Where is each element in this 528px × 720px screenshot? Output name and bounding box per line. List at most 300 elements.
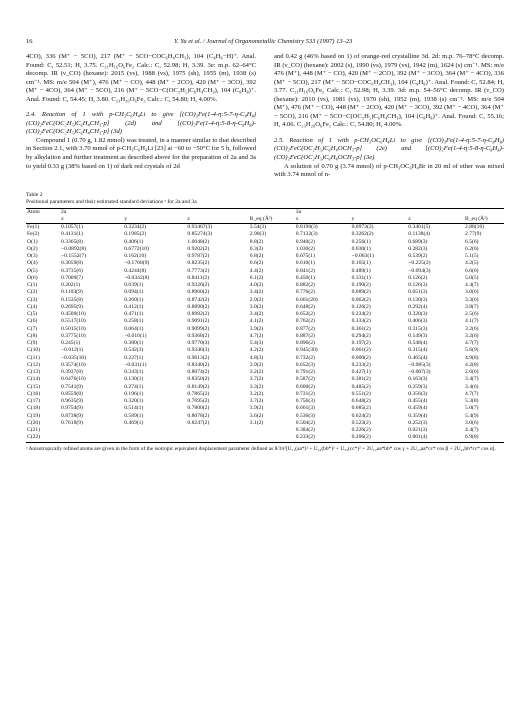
value-cell: 0.4131(1)	[61, 231, 83, 238]
value-cell: 0.4500(10)	[61, 311, 86, 318]
value-cell: 5.0(5)	[465, 274, 479, 281]
atom-cell: C(19)	[27, 412, 41, 419]
value-cell: 6.8(2)	[249, 253, 264, 260]
value-cell: 0.9635(9)	[61, 398, 83, 405]
section-heading: 2.5. Reaction of 1 with p-CH₃OC₆H₄Li to give [(CO)₃Fe(1-4-η:5-7-η-C₈H₈)(CO)₂FeC(OC₂H₅)C₆H₄OCH₃-p] (2e) and [(CO)₂Fe(1-4-η:5-8-η-C₈H₈)-(CO)₂FeC(OC₂H₅)C₆H₄OCH₃-p] (3e)	[274, 136, 504, 162]
value-cell: 0.93467(3)	[187, 224, 213, 231]
value-cell: 0.196(1)	[124, 390, 144, 397]
value-cell: 0.333(2)	[351, 318, 371, 325]
value-cell: 0.514(1)	[124, 405, 144, 412]
value-cell: 0.762(2)	[295, 318, 315, 325]
value-cell: 0.3234(2)	[124, 224, 147, 231]
value-cell: 4.4(2)	[249, 267, 264, 274]
value-cell: 0.7541(9)	[61, 383, 83, 390]
atom-cell: C(2)	[27, 289, 38, 296]
value-cell: 0.197(2)	[351, 340, 371, 347]
value-cell: −0.016(1)	[124, 332, 147, 339]
table-row	[26, 311, 504, 318]
value-cell: 0.3059(8)	[61, 260, 83, 267]
left-column	[26, 53, 256, 180]
table-row	[26, 391, 504, 398]
value-cell: 0.000(2)	[351, 354, 371, 361]
value-cell: 0.610(1)	[295, 260, 315, 267]
value-cell: 4.7(7)	[465, 340, 479, 347]
value-cell: −0.0892(8)	[61, 245, 87, 252]
value-cell: 3.0(2)	[249, 303, 264, 310]
table-row	[26, 413, 504, 420]
value-cell: 0.732(2)	[295, 354, 315, 361]
value-cell: 0.896(2)	[295, 340, 315, 347]
value-cell: 5.4(9)	[465, 412, 479, 419]
value-cell: 0.162(10)	[124, 253, 147, 260]
value-cell: 5.3(8)	[465, 398, 479, 405]
value-cell	[123, 427, 186, 434]
value-cell: 0.320(1)	[124, 398, 144, 405]
value-cell: 0.8078(2)	[187, 412, 210, 419]
value-cell: 4.2(2)	[249, 347, 264, 354]
value-cell: 0.6476(10)	[61, 376, 86, 383]
value-cell: 3.3(2)	[249, 383, 264, 390]
table-row	[26, 297, 504, 304]
value-cell: 0.126(2)	[408, 274, 428, 281]
value-cell: 0.256(1)	[351, 238, 371, 245]
value-cell: 0.9346(3)	[187, 347, 210, 354]
value-cell: 0.406(1)	[124, 238, 144, 245]
value-cell: 0.130(3)	[408, 296, 428, 303]
value-cell: 0.689(3)	[408, 238, 428, 245]
value-cell: 0.021(3)	[408, 427, 428, 434]
table-row	[26, 434, 504, 442]
value-cell: 0.8247(2)	[187, 419, 210, 426]
value-cell: 0.9770(3)	[187, 340, 210, 347]
atom-cell: C(20)	[27, 419, 41, 426]
value-cell: 0.589(1)	[124, 412, 144, 419]
positional-parameters-table	[26, 208, 504, 443]
value-cell: 6.6(6)	[465, 267, 479, 274]
table-row	[26, 333, 504, 340]
value-cell: 0.652(2)	[295, 311, 315, 318]
table-2	[26, 192, 504, 453]
value-cell: 3.4(7)	[465, 376, 479, 383]
value-cell: 0.8559(8)	[61, 390, 83, 397]
value-cell: 0.233(2)	[351, 361, 371, 368]
value-cell: 0.504(2)	[295, 419, 315, 426]
value-cell: 0.841(2)	[295, 267, 315, 274]
value-cell: −0.085(3)	[408, 361, 431, 368]
value-cell: 0.331(1)	[351, 274, 371, 281]
table-caption: Positional parameters and their estimated standard deviations ᵃ for 2a and 3a	[26, 198, 197, 205]
value-cell: 0.945(30)	[295, 347, 318, 354]
value-cell: 0.882(2)	[295, 282, 315, 289]
atom-cell: Fe(2)	[27, 231, 40, 238]
value-cell: −0.1552(7)	[61, 253, 87, 260]
value-cell: 0.539(2)	[408, 253, 428, 260]
value-cell: 4.1(7)	[465, 318, 479, 325]
value-cell: 3.4(6)	[465, 383, 479, 390]
value-cell: 0.245(1)	[61, 340, 81, 347]
value-cell: 0.489(1)	[351, 267, 371, 274]
value-cell: 4.8(3)	[249, 354, 264, 361]
value-cell	[249, 434, 295, 442]
table-row	[26, 239, 504, 246]
value-cell: 0.294(2)	[351, 332, 371, 339]
atom-cell: C(17)	[27, 398, 41, 405]
value-cell: 0.1057(1)	[61, 224, 83, 231]
value-cell: 0.226(2)	[351, 427, 371, 434]
value-cell: −0.1768(9)	[124, 260, 150, 267]
table-row	[26, 376, 504, 383]
value-cell: 0.258(1)	[124, 318, 144, 325]
table-row	[26, 231, 504, 238]
value-cell: 0.3574(10)	[61, 361, 86, 368]
value-cell: 4.2(5)	[465, 260, 479, 267]
value-cell: 0.8149(2)	[187, 383, 210, 390]
atom-cell: C(1)	[27, 282, 38, 289]
column-header-row	[26, 216, 504, 224]
value-cell: 3.8(7)	[465, 303, 479, 310]
table-row	[26, 282, 504, 289]
value-cell: 0.227(1)	[124, 354, 144, 361]
column-header: x	[295, 216, 351, 224]
table-row	[26, 253, 504, 260]
value-cell: 0.361(2)	[351, 325, 371, 332]
atom-cell: C(12)	[27, 361, 41, 368]
value-cell: 0.8982(2)	[187, 311, 210, 318]
value-cell: 3.0(6)	[465, 419, 479, 426]
value-cell: 1.0048(2)	[187, 238, 210, 245]
journal-citation: Y. Yu et al. / Journal of Organometallic Chemistry 533 (1997) 13–23	[174, 38, 353, 45]
atom-cell: Fe(1)	[27, 224, 40, 231]
table-row	[26, 318, 504, 325]
atom-cell: C(10)	[27, 347, 41, 354]
value-cell: 0.877(2)	[295, 325, 315, 332]
value-cell: 0.3365(8)	[61, 238, 83, 245]
value-cell: 1.030(2)	[295, 245, 315, 252]
value-cell: −0.063(1)	[351, 253, 374, 260]
value-cell: 0.1985(2)	[124, 231, 147, 238]
value-cell: 0.731(2)	[295, 390, 315, 397]
value-cell: 5.6(9)	[465, 347, 479, 354]
value-cell: 3.4(2)	[249, 311, 264, 318]
section-heading: 2.4. Reaction of 1 with p-CH₃C₆H₄Li to give [(CO)₃Fe(1-4-η:5-7-η-C₈H₈)(CO)₂FeC(OC₂H₅)C₆H₄CH₃-p] (2d) and [(CO)₂Fe(1-4-η:5-8-η-C₈H₈)-(CO)₂FeC(OC₂H₅)C₆H₄CH₃-p] (3d)	[26, 111, 256, 136]
value-cell: 0.051(3)	[408, 289, 428, 296]
atom-cell: C(9)	[27, 340, 38, 347]
value-cell: 6.5(6)	[465, 238, 479, 245]
right-column	[274, 53, 504, 180]
table-row	[26, 275, 504, 282]
atom-cell: O(3)	[27, 253, 38, 260]
value-cell: 3.9(2)	[249, 405, 264, 412]
value-cell: 0.206(2)	[351, 434, 408, 442]
value-cell: 0.412(1)	[124, 303, 144, 310]
value-cell: 0.776(2)	[295, 289, 315, 296]
table-row	[26, 427, 504, 434]
value-cell: 0.648(2)	[351, 398, 371, 405]
value-cell: 4.7(2)	[249, 332, 264, 339]
value-cell: 0.940(2)	[295, 238, 315, 245]
table-row	[26, 268, 504, 275]
table-row	[26, 347, 504, 354]
value-cell: 0.536(3)	[295, 412, 315, 419]
value-cell: 0.260(1)	[124, 296, 144, 303]
value-cell: 0.427(1)	[351, 369, 371, 376]
value-cell: 0.7773(2)	[187, 267, 210, 274]
value-cell: 0.600(2)	[295, 383, 315, 390]
value-cell: 0.523(2)	[351, 419, 371, 426]
value-cell: 0.652(3)	[295, 361, 315, 368]
value-cell: 0.064(1)	[124, 325, 144, 332]
value-cell: 0.675(1)	[295, 253, 315, 260]
value-cell: 3.2(2)	[249, 390, 264, 397]
value-cell: −0.031(1)	[124, 361, 147, 368]
table-row	[26, 355, 504, 362]
value-cell: 2.77(9)	[465, 231, 482, 238]
table-row	[26, 340, 504, 347]
value-cell: 3.0(6)	[465, 289, 479, 296]
value-cell: 0.485(2)	[351, 383, 371, 390]
value-cell: 0.9099(2)	[187, 325, 210, 332]
value-cell: 0.126(3)	[408, 282, 428, 289]
atom-cell: C(3)	[27, 296, 38, 303]
column-header: x	[60, 216, 123, 224]
value-cell: 6.9(8)	[464, 434, 504, 442]
value-cell: 2.88(10)	[465, 224, 485, 231]
column-header: y	[123, 216, 186, 224]
value-cell: 0.8340(2)	[187, 361, 210, 368]
value-cell: 0.887(2)	[295, 332, 315, 339]
value-cell: 0.587(2)	[295, 376, 315, 383]
value-cell: 0.3262(2)	[351, 231, 374, 238]
value-cell: 0.356(3)	[408, 390, 428, 397]
value-cell: 0.8738(9)	[61, 412, 83, 419]
value-cell: 3.54(3)	[249, 224, 267, 231]
value-cell: −0.007(3)	[408, 369, 431, 376]
value-cell: 0.471(1)	[124, 311, 144, 318]
value-cell: 0.062(2)	[351, 296, 371, 303]
value-cell: 0.8074(2)	[187, 369, 210, 376]
column-header: z	[407, 216, 464, 224]
value-cell: 0.8742(2)	[187, 296, 210, 303]
body-paragraph: and 0.42 g (46% based on 1) of orange-red crystalline 3d. 2d: m.p. 76–78°C decomp. IR (ν_CO) (hexane): 2002 (s), 1990 (vs), 1979 (vs), 1942 (m), 1624 (s) cm⁻¹. MS: m/e 476 (M⁺), 448 (M⁺ − CO), 420 (M⁺ − 2CO), 392 (M⁺ − 3CO), 364 (M⁺ − 4CO), 336 (M⁺ − 5CO), 217 (M⁺ − 5CO−COC₆H₄CH₃), 104 (C₈H₈)⁺. Anal. Found: C, 52.84; H, 3.77. C₂₁H₁₆O₆Fe₂ Calc.: C, 52.98; H, 3.39. 3d: m.p. 54–56°C decomp. IR (ν_CO) (hexane): 2010 (vs), 1981 (vs), 1970 (sh), 1952 (m), 1938 (s) cm⁻¹. MS: m/e 504 (M⁺), 476 (M⁺ − CO), 448 (M⁺ − 2CO), 420 (M⁺ − 3CO), 392 (M⁺ − 4CO), 364 (M⁺ − 5CO), 216 (M⁺ − 5CO−C(OC₂H₅)C₆H₄CH₃), 104 (C₈H₈)⁺. Anal. Found: C, 55.16; H, 4.06. C₂₃H₂₀O₆Fe₂ Calc.: C, 54.80; H, 4.00%.	[274, 53, 504, 129]
column-header: z	[186, 216, 248, 224]
value-cell: 0.315(4)	[408, 347, 428, 354]
value-cell: 0.165(1)	[351, 260, 371, 267]
value-cell: 6.3(2)	[249, 245, 264, 252]
atom-cell: C(6)	[27, 318, 38, 325]
value-cell: 4.2(8)	[465, 361, 479, 368]
value-cell: 3.2(6)	[465, 325, 479, 332]
value-cell: 0.5015(10)	[61, 325, 86, 332]
value-cell: 0.9613(2)	[187, 354, 210, 361]
value-cell: 2.5(6)	[465, 311, 479, 318]
table-footnote: ᵃ Anisotropically refined atoms are given in the form of the isotropic equivalent displacement parameter defined as 8/3π²[U₁₁(aa*)² + U₂₂(bb*)² + U₃₃(cc*)² + 2U₁₂aa*bb* cos γ + 2U₁₃aa*cc* cos β + 2U₂₃bb*cc* cos α].	[26, 445, 496, 452]
table-row	[26, 384, 504, 391]
value-cell: 5.4(3)	[249, 340, 264, 347]
body-paragraph: 4CO), 336 (M⁺ − 5CO), 217 (M⁺ − 5CO−COC₆H₄CH₃), 104 (C₈H₈−H)⁺. Anal. Found: C, 52.51; H, 3.75. C₂₁H₁₆O₆Fe₂ Calc.: C, 52.98; H, 3.39. 3e: m.p. 62–64°C decomp. IR (ν_CO) (hexane): 2015 (vs), 1988 (vs), 1975 (sh), 1955 (m), 1938 (s) cm⁻¹. MS: m/e 504 (M⁺), 476 (M⁺ − CO), 448 (M⁺ − 2CO), 420 (M⁺ − 3CO), 392 (M⁺ − 4CO), 364 (M⁺ − 5CO), 216 (M⁺ − 5CO−C(OC₂H₅)C₆H₄CH₃), 104 (C₈H₈)⁺. Anal. Found: C, 54.45; H, 3.80. C₂₃H₂₀O₆Fe₂ Calc.: C, 54.80; H, 4.00%.	[26, 53, 256, 103]
value-cell: 0.465(4)	[408, 354, 428, 361]
atom-cell: C(18)	[27, 405, 41, 412]
value-cell: 0.7865(2)	[187, 390, 210, 397]
value-cell: 0.1103(9)	[61, 289, 83, 296]
value-cell	[186, 434, 248, 442]
value-cell: 5.0(7)	[465, 405, 479, 412]
value-cell: 3.4(2)	[249, 289, 264, 296]
value-cell: 0.061(2)	[351, 347, 371, 354]
value-cell: 0.130(1)	[124, 376, 144, 383]
table-row	[26, 405, 504, 412]
value-cell: 2.90(3)	[249, 231, 267, 238]
value-cell: 0.384(2)	[295, 427, 315, 434]
value-cell: 3.6(2)	[249, 412, 264, 419]
value-cell: 0.548(4)	[408, 340, 428, 347]
value-cell: 0.094(1)	[124, 289, 144, 296]
value-cell: 0.234(2)	[351, 311, 371, 318]
atom-cell: O(4)	[27, 260, 38, 267]
value-cell: −0.094(3)	[408, 267, 431, 274]
value-cell: 0.3401(5)	[408, 224, 431, 231]
value-cell: 0.343(1)	[124, 369, 144, 376]
value-cell: 6.1(2)	[249, 274, 264, 281]
value-cell: −0.035(10)	[61, 354, 87, 361]
value-cell: 0.282(3)	[408, 245, 428, 252]
value-cell: 0.320(3)	[408, 311, 428, 318]
atom-cell: C(5)	[27, 311, 38, 318]
value-cell: 0.9091(2)	[187, 318, 210, 325]
value-cell: 0.7132(3)	[295, 231, 318, 238]
value-cell: 3.7(2)	[249, 398, 264, 405]
value-cell: 0.7009(7)	[61, 274, 83, 281]
value-cell: 2.9(2)	[249, 296, 264, 303]
value-cell: 0.2695(9)	[61, 303, 83, 310]
value-cell: 0.233(2)	[295, 434, 351, 442]
value-cell: 0.7800(2)	[187, 405, 210, 412]
value-cell: 0.259(3)	[408, 383, 428, 390]
value-cell: 0.8411(2)	[187, 274, 210, 281]
body-paragraph: Compound 1 (0.70 g, 1.82 mmol) was treated, in a manner similar to that described in Section 2.1, with 3.70 mmol of p-CH₃C₆H₄Li [23] at −60 to −50°C for 5 h, followed by alkylation and further treatment as described above for the preparation of 2a and 3a to yield 0.33 g (38% based on 1) of dark red crystals of 2d	[26, 136, 256, 170]
value-cell: 3.2(2)	[249, 369, 264, 376]
table-row	[26, 398, 504, 405]
value-cell: 0.1535(8)	[61, 296, 83, 303]
value-cell: 0.791(2)	[295, 369, 315, 376]
column-header: y	[351, 216, 408, 224]
table-row	[26, 362, 504, 369]
value-cell: 4.0(2)	[249, 282, 264, 289]
value-cell: 3.7(2)	[249, 376, 264, 383]
body-paragraph: A solution of 0.70 g (3.74 mmol) of p-CH₃OC₆H₄Br in 20 ml of ether was mixed with 3.74 mmol of n-	[274, 162, 504, 179]
column-header: B_eq (Å²)	[464, 216, 504, 224]
table-body	[26, 224, 504, 443]
value-cell: 0.85274(3)	[187, 231, 213, 238]
value-cell: 6.2(6)	[465, 245, 479, 252]
value-cell: 4.1(2)	[249, 318, 264, 325]
value-cell: 0.3735(6)	[61, 267, 83, 274]
value-cell: 0.359(4)	[408, 412, 428, 419]
value-cell: 0.7618(9)	[61, 419, 83, 426]
value-cell: −0.012(1)	[61, 347, 84, 354]
value-cell: 3.3(6)	[465, 296, 479, 303]
value-cell: 0.202(1)	[61, 282, 81, 289]
value-cell: 4.9(8)	[465, 354, 479, 361]
value-cell: 0.8960(2)	[187, 289, 210, 296]
value-cell: 0.1138(4)	[408, 231, 430, 238]
value-cell: 0.252(3)	[408, 419, 428, 426]
table-row	[26, 260, 504, 267]
value-cell: 0.190(2)	[351, 282, 371, 289]
running-header	[26, 38, 504, 45]
value-cell: 0.3775(10)	[61, 332, 86, 339]
table-row	[26, 246, 504, 253]
group-header-2a: 2a	[60, 208, 295, 216]
value-cell: 0.756(3)	[295, 398, 315, 405]
value-cell: 0.163(3)	[408, 376, 428, 383]
atom-cell: C(16)	[27, 390, 41, 397]
table-row	[26, 326, 504, 333]
value-cell: 0.126(2)	[351, 303, 371, 310]
value-cell: 0.6772(10)	[124, 245, 149, 252]
value-cell: 0.030(1)	[351, 245, 371, 252]
value-cell: 8.8(2)	[249, 238, 264, 245]
atom-cell: C(21)	[27, 427, 41, 434]
value-cell: 0.089(2)	[351, 289, 371, 296]
value-cell: 0.9368(2)	[187, 332, 210, 339]
value-cell	[123, 434, 186, 442]
value-cell: 4.4(7)	[465, 282, 479, 289]
value-cell: 0.292(4)	[408, 303, 428, 310]
value-cell: 3.2(6)	[465, 332, 479, 339]
value-cell: 0.661(20)	[295, 296, 318, 303]
value-cell: 0.381(2)	[351, 376, 371, 383]
value-cell: 4.7(7)	[465, 390, 479, 397]
atom-cell: C(14)	[27, 376, 41, 383]
atom-cell: C(15)	[27, 383, 41, 390]
value-cell: 0.9202(2)	[187, 245, 210, 252]
atom-header: Atom	[26, 208, 60, 216]
value-cell: 0.380(1)	[124, 340, 144, 347]
table-row	[26, 420, 504, 427]
value-cell: 0.7695(2)	[187, 398, 210, 405]
value-cell: 3.9(2)	[249, 325, 264, 332]
atom-cell: O(2)	[27, 245, 38, 252]
value-cell	[60, 427, 123, 434]
value-cell: 0.450(1)	[295, 274, 315, 281]
table-number: Table 2	[26, 191, 43, 198]
value-cell: −0.225(2)	[408, 260, 431, 267]
value-cell: 0.039(1)	[124, 282, 144, 289]
value-cell: 0.149(3)	[408, 332, 428, 339]
atom-cell: C(4)	[27, 303, 38, 310]
page-number: 16	[26, 38, 33, 45]
table-row	[26, 289, 504, 296]
value-cell: 0.9326(2)	[187, 282, 210, 289]
value-cell: 0.001(4)	[407, 434, 464, 442]
two-column-body	[26, 53, 504, 180]
value-cell: 3.1(2)	[249, 419, 264, 426]
value-cell: 0.315(3)	[408, 325, 428, 332]
value-cell: 0.661(3)	[295, 405, 315, 412]
value-cell: 0.406(3)	[408, 318, 428, 325]
atom-cell: O(6)	[27, 274, 38, 281]
value-cell: 2.6(6)	[465, 369, 479, 376]
value-cell: 0.0973(2)	[351, 224, 374, 231]
value-cell: 5.1(5)	[465, 253, 479, 260]
value-cell: 0.455(4)	[408, 398, 428, 405]
value-cell: 0.8890(2)	[187, 303, 210, 310]
value-cell: 0.469(1)	[124, 419, 144, 426]
value-cell: 0.8235(2)	[187, 260, 210, 267]
atom-cell: O(5)	[27, 267, 38, 274]
value-cell: 6.6(2)	[249, 260, 264, 267]
value-cell: 0.685(2)	[351, 405, 371, 412]
